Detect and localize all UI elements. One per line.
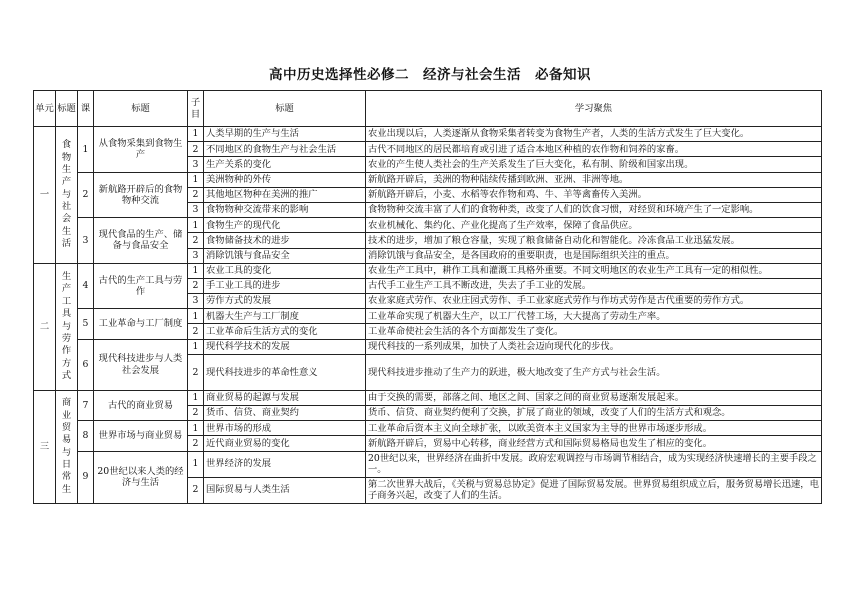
header-focus: 学习聚焦 — [366, 91, 822, 127]
sub-no: 2 — [188, 187, 204, 202]
sub-title: 工业革命后生活方式的变化 — [204, 324, 366, 339]
unit-topic-cell: 商 业 贸 易 与 日 常 生 — [56, 390, 78, 503]
focus-text: 新航路开辟后，贸易中心转移，商业经营方式和国际贸易格局也发生了相应的变化。 — [366, 436, 822, 451]
sub-title: 货币、信贷、商业契约 — [204, 406, 366, 421]
sub-title: 近代商业贸易的变化 — [204, 436, 366, 451]
table-row — [34, 218, 822, 233]
focus-text: 技术的进步，增加了粮仓容量，实现了粮食储备自动化和智能化。冷冻食品工业迅猛发展。 — [366, 233, 822, 248]
focus-text: 20世纪以来，世界经济在曲折中发展。政府宏观调控与市场调节相结合，成为实现经济快速增长的主要手段之一。 — [366, 451, 822, 477]
focus-text: 消除饥饿与食品安全，是各国政府的重要职责，也是国际组织关注的重点。 — [366, 248, 822, 263]
lesson-no: 5 — [78, 309, 94, 339]
sub-no: 1 — [188, 421, 204, 436]
sub-no: 1 — [188, 309, 204, 324]
sub-no: 3 — [188, 202, 204, 217]
lesson-no: 7 — [78, 390, 94, 420]
header-sub-no: 子目 — [188, 91, 204, 127]
sub-no: 2 — [188, 406, 204, 421]
focus-text: 第二次世界大战后，《关税与贸易总协定》促进了国际贸易发展。世界贸易组织成立后，服务贸易增长迅速，电子商务兴起，改变了人们的生活。 — [366, 477, 822, 503]
table-row — [34, 263, 822, 278]
header-lesson: 课 — [78, 91, 94, 127]
lesson-no: 1 — [78, 127, 94, 173]
sub-no: 2 — [188, 477, 204, 503]
lesson-title: 新航路开辟后的食物物种交流 — [94, 172, 188, 218]
focus-text: 新航路开辟后，小麦、水稻等农作物和鸡、牛、羊等禽畜传入美洲。 — [366, 187, 822, 202]
sub-title: 消除饥饿与食品安全 — [204, 248, 366, 263]
lesson-no: 3 — [78, 218, 94, 264]
focus-text: 工业革命后资本主义向全球扩张，以欧美资本主义国家为主导的世界市场逐步形成。 — [366, 421, 822, 436]
sub-title: 劳作方式的发展 — [204, 294, 366, 309]
focus-text: 工业革命使社会生活的各个方面都发生了变化。 — [366, 324, 822, 339]
sub-title: 世界市场的形成 — [204, 421, 366, 436]
sub-title: 食物物种交流带来的影响 — [204, 202, 366, 217]
focus-text: 农业机械化、集约化、产业化提高了生产效率，保障了食品供应。 — [366, 218, 822, 233]
sub-no: 1 — [188, 127, 204, 142]
lesson-title: 古代的商业贸易 — [94, 390, 188, 420]
sub-no: 1 — [188, 390, 204, 405]
sub-no: 2 — [188, 278, 204, 293]
lesson-title: 20世纪以来人类的经济与生活 — [94, 451, 188, 503]
sub-no: 3 — [188, 248, 204, 263]
unit-cell: 二 — [34, 263, 56, 390]
sub-no: 3 — [188, 294, 204, 309]
lesson-title: 现代食品的生产、储备与食品安全 — [94, 218, 188, 264]
lesson-title: 工业革命与工厂制度 — [94, 309, 188, 339]
focus-text: 现代科技进步推动了生产力的跃进，极大地改变了生产方式与社会生活。 — [366, 354, 822, 390]
focus-text: 新航路开辟后，美洲的物种陆续传播到欧洲、亚洲、非洲等地。 — [366, 172, 822, 187]
sub-title: 农业工具的变化 — [204, 263, 366, 278]
lesson-no: 2 — [78, 172, 94, 218]
header-sub-title: 标题 — [204, 91, 366, 127]
lesson-title: 古代的生产工具与劳作 — [94, 263, 188, 309]
table-row — [34, 390, 822, 405]
sub-title: 其他地区物种在美洲的推广 — [204, 187, 366, 202]
sub-title: 食物生产的现代化 — [204, 218, 366, 233]
sub-no: 2 — [188, 436, 204, 451]
focus-text: 由于交换的需要，部落之间、地区之间、国家之间的商业贸易逐渐发展起来。 — [366, 390, 822, 405]
lesson-no: 8 — [78, 421, 94, 451]
sub-no: 2 — [188, 142, 204, 157]
page-title: 高中历史选择性必修二 经济与社会生活 必备知识 — [269, 67, 591, 83]
lesson-title: 从食物采集到食物生产 — [94, 127, 188, 173]
sub-title: 现代科技进步的革命性意义 — [204, 354, 366, 390]
unit-topic-cell: 生 产 工 具 与 劳 作 方 式 — [56, 263, 78, 390]
table-row — [34, 339, 822, 354]
sub-no: 3 — [188, 157, 204, 172]
sub-no: 2 — [188, 324, 204, 339]
header-topic: 标题 — [56, 91, 78, 127]
sub-title: 生产关系的变化 — [204, 157, 366, 172]
sub-no: 1 — [188, 263, 204, 278]
focus-text: 农业家庭式劳作、农业庄园式劳作、手工业家庭式劳作与作坊式劳作是古代重要的劳作方式。 — [366, 294, 822, 309]
sub-no: 1 — [188, 172, 204, 187]
knowledge-table — [33, 90, 822, 504]
sub-title: 世界经济的发展 — [204, 451, 366, 477]
focus-text: 现代科技的一系列成果，加快了人类社会迈向现代化的步伐。 — [366, 339, 822, 354]
sub-title: 手工业工具的进步 — [204, 278, 366, 293]
sub-title: 美洲物种的外传 — [204, 172, 366, 187]
sub-title: 机器大生产与工厂制度 — [204, 309, 366, 324]
sub-title: 现代科学技术的发展 — [204, 339, 366, 354]
sub-title: 人类早期的生产与生活 — [204, 127, 366, 142]
table-row — [34, 172, 822, 187]
focus-text: 货币、信贷、商业契约便利了交换，扩展了商业的领域，改变了人们的生活方式和观念。 — [366, 406, 822, 421]
table-row — [34, 127, 822, 142]
focus-text: 古代手工业生产工具不断改进，失去了手工业的发展。 — [366, 278, 822, 293]
focus-text: 农业生产工具中，耕作工具和灌溉工具格外重要。不同文明地区的农业生产工具有一定的相似性。 — [366, 263, 822, 278]
header-lesson-title: 标题 — [94, 91, 188, 127]
sub-no: 1 — [188, 218, 204, 233]
lesson-title: 现代科技进步与人类社会发展 — [94, 339, 188, 390]
table-row — [34, 451, 822, 477]
focus-text: 工业革命实现了机器大生产，以工厂代替工场，大大提高了劳动生产率。 — [366, 309, 822, 324]
lesson-title: 世界市场与商业贸易 — [94, 421, 188, 451]
unit-cell: 一 — [34, 127, 56, 264]
sub-title: 商业贸易的起源与发展 — [204, 390, 366, 405]
table-row — [34, 309, 822, 324]
lesson-no: 9 — [78, 451, 94, 503]
sub-title: 不同地区的食物生产与社会生活 — [204, 142, 366, 157]
focus-text: 古代不同地区的居民都培育或引进了适合本地区种植的农作物和饲养的家畜。 — [366, 142, 822, 157]
unit-topic-cell: 食 物 生 产 与 社 会 生 活 — [56, 127, 78, 264]
unit-cell: 三 — [34, 390, 56, 503]
sub-no: 1 — [188, 451, 204, 477]
sub-title: 食物储备技术的进步 — [204, 233, 366, 248]
lesson-no: 4 — [78, 263, 94, 309]
sub-no: 2 — [188, 354, 204, 390]
focus-text: 农业的产生使人类社会的生产关系发生了巨大变化，私有制、阶级和国家出现。 — [366, 157, 822, 172]
header-unit: 单元 — [34, 91, 56, 127]
header-row — [34, 91, 822, 127]
sub-no: 1 — [188, 339, 204, 354]
sub-title: 国际贸易与人类生活 — [204, 477, 366, 503]
sub-no: 2 — [188, 233, 204, 248]
table-row — [34, 421, 822, 436]
lesson-no: 6 — [78, 339, 94, 390]
focus-text: 农业出现以后，人类逐渐从食物采集者转变为食物生产者，人类的生活方式发生了巨大变化。 — [366, 127, 822, 142]
focus-text: 食物物种交流丰富了人们的食物种类，改变了人们的饮食习惯，对经贸和环境产生了一定影响。 — [366, 202, 822, 217]
